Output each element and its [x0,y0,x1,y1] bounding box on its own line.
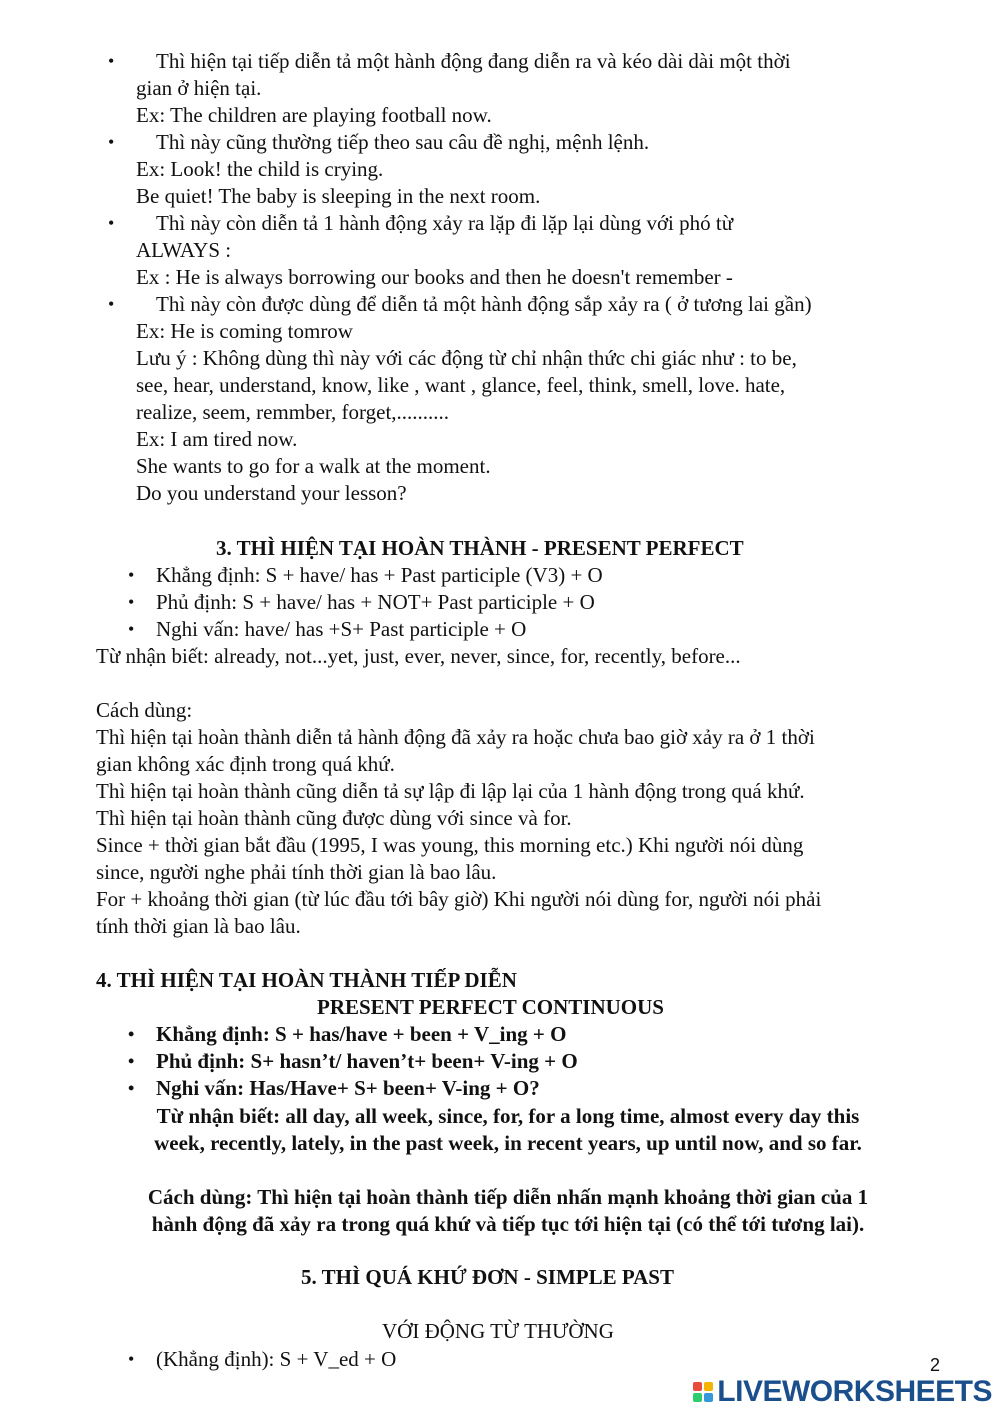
formula-question: • Nghi vấn: have/ has +S+ Past participle + O [156,616,956,643]
usage-line: since, người nghe phải tính thời gian là bao lâu. [96,860,497,884]
usage-line: Since + thời gian bắt đầu (1995, I was young, this morning etc.) Khi người nói dùng [96,833,804,857]
text-line: gian ở hiện tại. [136,76,262,100]
note-line: see, hear, understand, know, like , want , glance, feel, think, smell, love. hate, [136,373,786,397]
bullet-item: • Thì này cũng thường tiếp theo sau câu đề nghị, mệnh lệnh. [136,129,956,156]
usage-line: Cách dùng: Thì hiện tại hoàn thành tiếp diễn nhấn mạnh khoảng thời gian của 1 [147,1185,869,1209]
section-5-subtitle: VỚI ĐỘNG TỪ THƯỜNG [382,1319,614,1343]
usage-line: For + khoảng thời gian (từ lúc đầu tới bây giờ) Khi người nói dùng for, người nói phải [96,887,822,911]
section-3-usage [96,697,956,940]
bullet-item: • Thì này còn diễn tả 1 hành động xảy ra lặp đi lặp lại dùng với phó từ [136,210,956,237]
formula-affirmative: • Khẳng định: S + have/ has + Past participle (V3) + O [156,562,956,589]
bullet-item: • Thì này còn được dùng để diễn tả một hành động sắp xảy ra ( ở tương lai gần) [136,291,956,318]
section-5-title: 5. THÌ QUÁ KHỨ ĐƠN - SIMPLE PAST [301,1265,674,1289]
usage-line: Thì hiện tại hoàn thành cũng được dùng với since và for. [96,806,572,830]
note-line: Lưu ý : Không dùng thì này với các động từ chỉ nhận thức chi giác như : to be, [136,346,797,370]
bullet-item: • Thì hiện tại tiếp diễn tả một hành động đang diễn ra và kéo dài dài một thời [136,48,956,75]
usage-line: hành động đã xảy ra trong quá khứ và tiếp tục tới hiện tại (có thể tới tương lai). [151,1212,865,1236]
section-4-title: 4. THÌ HIỆN TẠI HOÀN THÀNH TIẾP DIỄN [96,968,517,992]
formula-affirmative: • Khẳng định: S + has/have + been + V_ing + O [156,1021,956,1048]
formula-negative: • Phủ định: S + have/ has + NOT+ Past participle + O [156,589,956,616]
page-number: 2 [929,1355,940,1375]
liveworksheets-logo [693,1375,992,1408]
logo-squares-icon [693,1382,713,1402]
example-line: Ex : He is always borrowing our books and then he doesn't remember - [136,265,733,289]
usage-heading: Cách dùng: [96,698,193,722]
logo-text: LIVEWORKSHEETS [717,1375,992,1408]
usage-line: tính thời gian là bao lâu. [96,914,301,938]
example-line: Ex: He is coming tomrow [136,319,353,343]
signal-line: Từ nhận biết: all day, all week, since, for, for a long time, almost every day this [156,1104,860,1128]
section-5-forms [156,1346,396,1373]
example-line: Do you understand your lesson? [136,481,407,505]
example-line: Ex: Look! the child is crying. [136,157,384,181]
section-4-forms [156,1021,956,1102]
section-4-subtitle: PRESENT PERFECT CONTINUOUS [317,995,664,1019]
usage-line: gian không xác định trong quá khứ. [96,752,395,776]
formula-negative: • Phủ định: S+ hasn’t/ haven’t+ been+ V-ing + O [156,1048,956,1075]
example-line: She wants to go for a walk at the moment. [136,454,491,478]
formula-affirmative: • (Khẳng định): S + V_ed + O [156,1346,396,1373]
example-line: Ex: The children are playing football now. [136,103,492,127]
formula-question: • Nghi vấn: Has/Have+ S+ been+ V-ing + O? [156,1075,956,1102]
text-line: ALWAYS : [136,238,232,262]
note-line: realize, seem, remmber, forget,.......... [136,400,450,424]
present-continuous-notes [136,48,956,507]
section-3-signal-words: Từ nhận biết: already, not...yet, just, ever, never, since, for, recently, before... [96,644,741,668]
usage-line: Thì hiện tại hoàn thành diễn tả hành động đã xảy ra hoặc chưa bao giờ xảy ra ở 1 thời [96,725,815,749]
signal-line: week, recently, lately, in the past week, in recent years, up until now, and so far. [154,1131,862,1155]
usage-line: Thì hiện tại hoàn thành cũng diễn tả sự lập đi lập lại của 1 hành động trong quá khứ. [96,779,805,803]
section-4-signal-words [60,1103,956,1157]
section-3-title: 3. THÌ HIỆN TẠI HOÀN THÀNH - PRESENT PERFECT [216,536,744,560]
section-4-usage [60,1184,956,1238]
section-3-forms [156,562,956,643]
example-line: Be quiet! The baby is sleeping in the next room. [136,184,541,208]
example-line: Ex: I am tired now. [136,427,298,451]
